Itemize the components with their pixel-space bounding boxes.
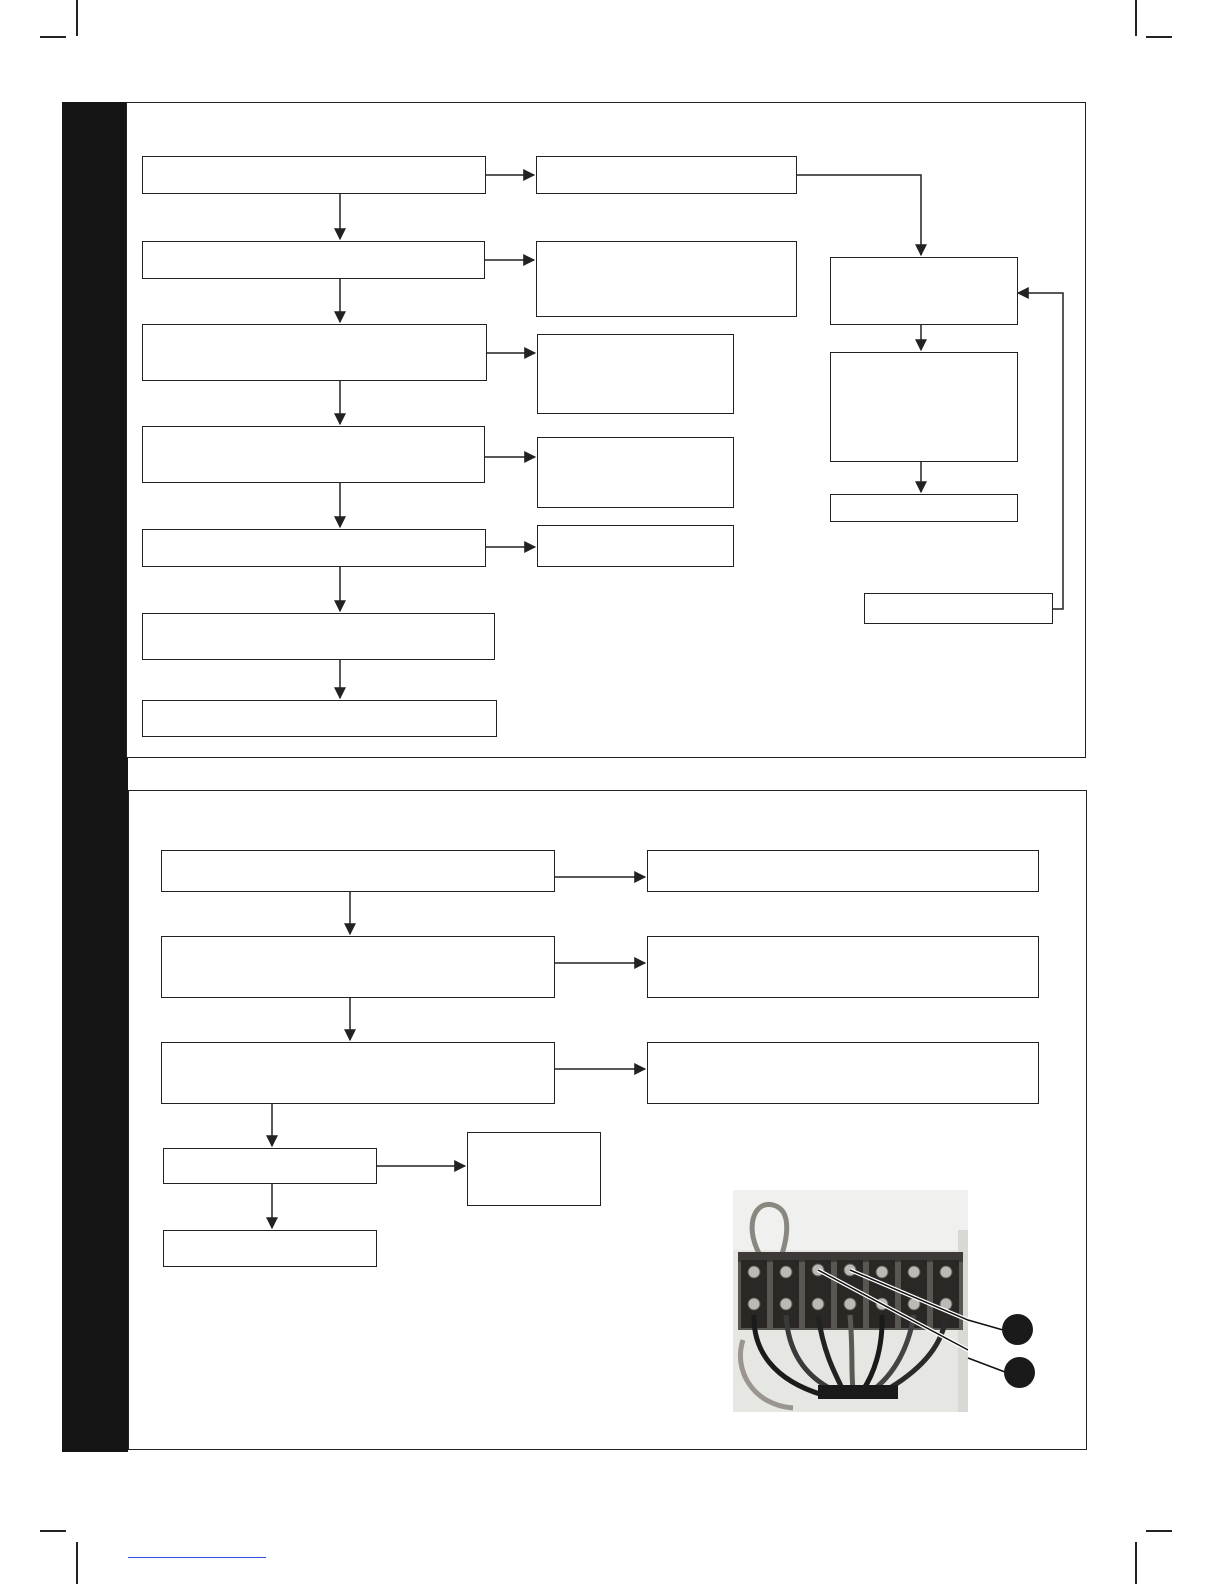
callout-marker-2 (1004, 1357, 1035, 1388)
callout-marker-1 (1002, 1314, 1033, 1345)
footer-link-underline[interactable] (128, 1557, 266, 1558)
